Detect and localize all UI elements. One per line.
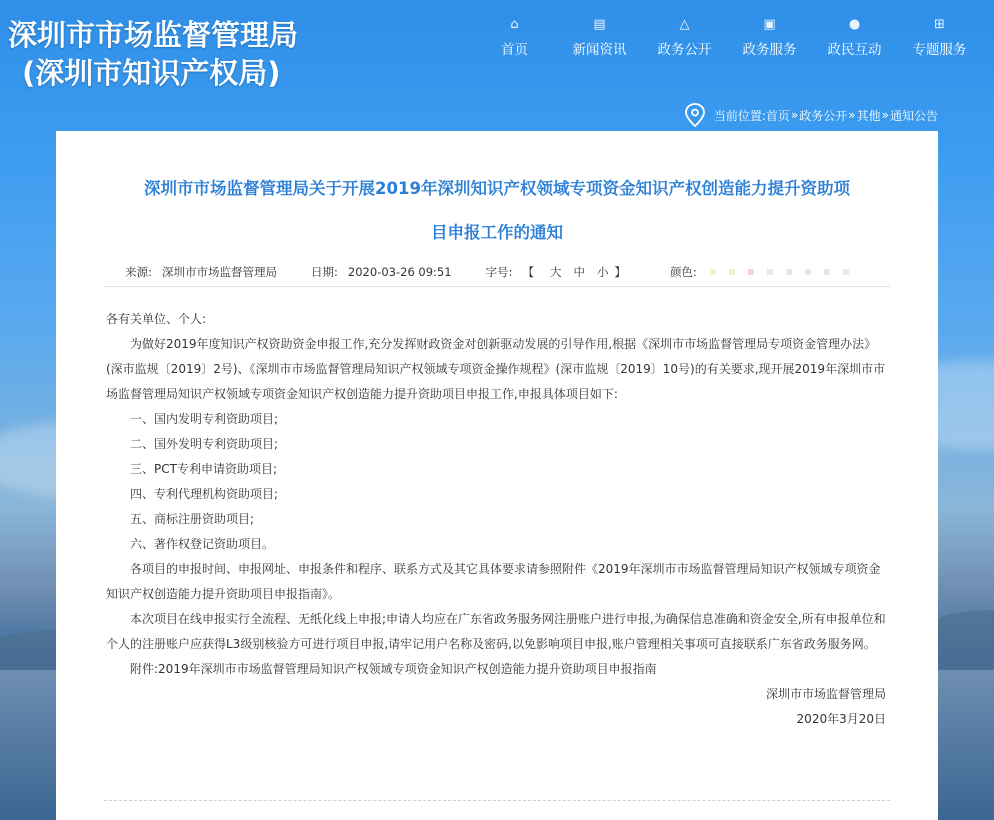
news-icon: ▤ bbox=[593, 17, 606, 32]
bracket-open: 【 bbox=[522, 264, 534, 279]
font-size-medium-button[interactable]: 中 bbox=[573, 264, 585, 279]
article-meta bbox=[104, 261, 890, 287]
paragraph-intro: 为做好2019年度知识产权资助资金申报工作,充分发挥财政资金对创新驱动发展的引导作用,根据《深圳市市场监督管理局专项资金管理办法》(深市监规〔2019〕2号)、《深圳市市场监督管理局知识产权领域专项资金操作规程》(深市监规〔2019〕10号)的有关要求,现开展2019年深圳市市场监督管理局知识产权领域专项资金知识产权创造能力提升资助项目申报工作,申报具体项目如下: bbox=[106, 337, 886, 401]
list-item: 三、PCT专利申请资助项目; bbox=[130, 462, 277, 476]
color-swatch-button[interactable] bbox=[843, 269, 849, 275]
source-value: 深圳市市场监督管理局 bbox=[162, 264, 278, 279]
font-size-small-button[interactable]: 小 bbox=[596, 264, 609, 279]
color-swatches bbox=[707, 265, 859, 279]
nav-label: 首页 bbox=[501, 42, 528, 58]
paragraph-requirements: 各项目的申报时间、申报网址、申报条件和程序、联系方式及其它具体要求请参照附件《2019年深圳市市场监督管理局知识产权领域专项资金知识产权创造能力提升资助项目申报指南》。 bbox=[106, 562, 881, 601]
nav-label: 政民互动 bbox=[827, 42, 882, 58]
list-item: 四、专利代理机构资助项目; bbox=[130, 487, 279, 501]
nav-item-gov-service[interactable] bbox=[727, 14, 812, 58]
color-label: 颜色: bbox=[669, 264, 697, 279]
article-card bbox=[56, 131, 938, 820]
nav-item-interaction[interactable] bbox=[812, 14, 897, 58]
list-item: 二、国外发明专利资助项目; bbox=[130, 437, 279, 451]
nav-label: 政务公开 bbox=[657, 42, 712, 58]
attachment-link[interactable]: 附件:2019年深圳市市场监督管理局知识产权领域专项资金知识产权创造能力提升资助项目申报指南 bbox=[130, 662, 657, 676]
breadcrumb bbox=[684, 103, 938, 127]
site-title bbox=[8, 16, 298, 92]
font-size-label: 字号: bbox=[485, 264, 513, 279]
article-body bbox=[106, 307, 886, 732]
briefcase-icon: ▣ bbox=[763, 17, 776, 32]
nav-item-news[interactable] bbox=[557, 14, 642, 58]
breadcrumb-separator: » bbox=[881, 108, 889, 122]
nav-label: 专题服务 bbox=[912, 42, 967, 58]
nav-label: 政务服务 bbox=[742, 42, 797, 58]
article-title-line1: 深圳市市场监督管理局关于开展2019年深圳知识产权领域专项资金知识产权创造能力提升资助项 bbox=[144, 179, 850, 198]
breadcrumb-open-gov[interactable]: 政务公开 bbox=[799, 108, 848, 123]
home-icon: ⌂ bbox=[510, 17, 519, 32]
color-swatch-button[interactable] bbox=[729, 269, 735, 275]
color-swatch-button[interactable] bbox=[805, 269, 811, 275]
breadcrumb-notices[interactable]: 通知公告 bbox=[889, 108, 938, 123]
breadcrumb-other[interactable]: 其他 bbox=[856, 108, 881, 123]
signature: 深圳市市场监督管理局 bbox=[765, 687, 886, 701]
article-title-line2: 目申报工作的通知 bbox=[431, 223, 563, 242]
nav-item-home[interactable] bbox=[472, 14, 557, 58]
open-gov-icon: △ bbox=[679, 17, 690, 32]
date-label: 日期: bbox=[311, 264, 338, 279]
color-swatch-button[interactable] bbox=[748, 269, 754, 275]
bracket-close: 】 bbox=[614, 264, 626, 279]
breadcrumb-separator: » bbox=[848, 108, 856, 122]
location-pin-icon bbox=[684, 103, 706, 127]
font-size-large-button[interactable]: 大 bbox=[549, 264, 562, 279]
sign-date: 2020年3月20日 bbox=[796, 712, 886, 726]
date-value: 2020-03-26 09:51 bbox=[347, 264, 452, 279]
nav-item-open-gov[interactable] bbox=[642, 14, 727, 58]
site-title-line1: 深圳市市场监督管理局 bbox=[8, 18, 299, 52]
breadcrumb-separator: » bbox=[790, 108, 799, 122]
font-size-controls bbox=[522, 264, 636, 280]
color-swatch-button[interactable] bbox=[710, 269, 716, 275]
article-title bbox=[104, 167, 890, 255]
breadcrumb-home[interactable]: 首页 bbox=[765, 108, 790, 123]
main-nav bbox=[472, 14, 982, 58]
nav-item-special-service[interactable] bbox=[897, 14, 982, 58]
breadcrumb-prefix: 当前位置: bbox=[713, 108, 766, 123]
nav-label: 新闻资讯 bbox=[572, 42, 627, 58]
chat-icon: ● bbox=[848, 17, 861, 32]
color-swatch-button[interactable] bbox=[767, 269, 773, 275]
source-label: 来源: bbox=[125, 264, 153, 279]
color-swatch-button[interactable] bbox=[786, 269, 792, 275]
grid-icon: ⊞ bbox=[934, 17, 945, 32]
paragraph-online-application: 本次项目在线申报实行全流程、无纸化线上申报;申请人均应在广东省政务服务网注册账户进行申报,为确保信息准确和资金安全,所有申报单位和个人的注册账户应获得L3级别核验方可进行项目申报,请牢记用户名称及密码,以免影响项目申报,账户管理相关事项可直接联系广东省政务服务网。 bbox=[106, 612, 886, 651]
color-swatch-button[interactable] bbox=[824, 269, 830, 275]
list-item: 五、商标注册资助项目; bbox=[130, 512, 255, 526]
list-item: 六、著作权登记资助项目。 bbox=[130, 537, 275, 551]
greeting: 各有关单位、个人: bbox=[106, 312, 207, 326]
list-item: 一、国内发明专利资助项目; bbox=[130, 412, 279, 426]
divider bbox=[104, 800, 890, 801]
site-title-line2: (深圳市知识产权局) bbox=[22, 56, 281, 90]
